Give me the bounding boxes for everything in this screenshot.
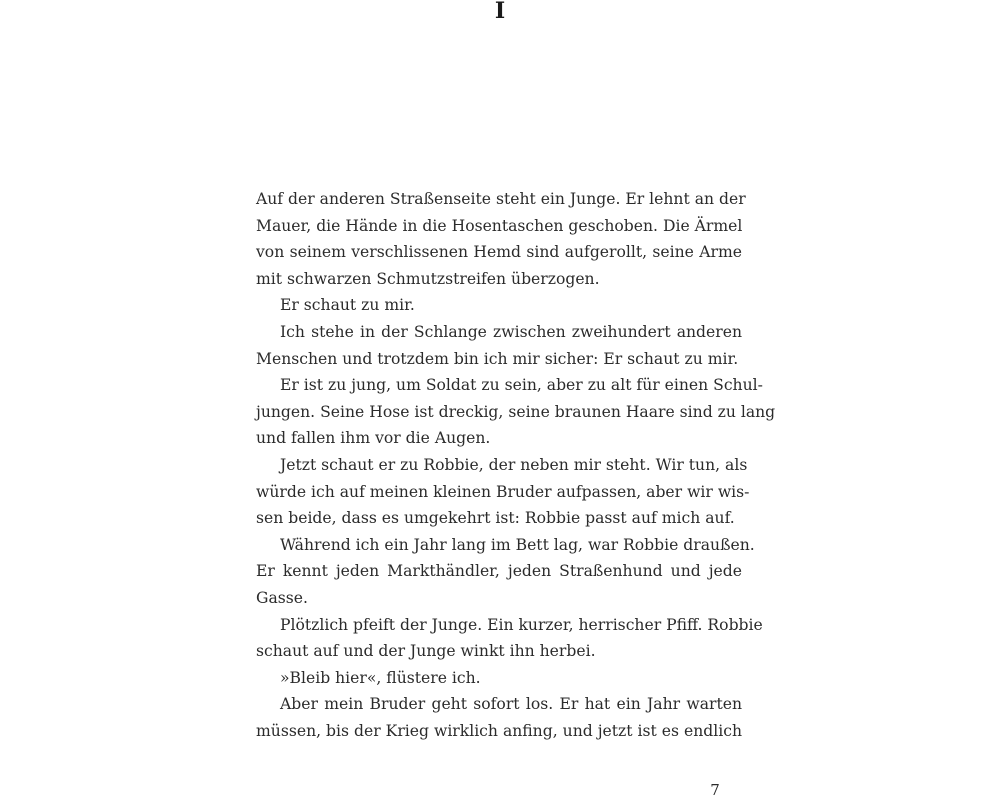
text-line: Auf der anderen Straßenseite steht ein Junge. Er lehnt an der xyxy=(256,190,746,208)
text-line: Jetzt schaut er zu Robbie, der neben mir steht. Wir tun, als xyxy=(280,455,748,474)
text-line: müssen, bis der Krieg wirklich anfing, und jetzt ist es endlich xyxy=(256,721,742,740)
text-line: Er kennt jeden Markthändler, jeden Straßenhund und jede xyxy=(256,562,742,581)
text-line: jungen. Seine Hose ist dreckig, seine braunen Haare sind zu lang xyxy=(256,402,776,421)
text-line: schaut auf und der Junge winkt ihn herbei. xyxy=(256,642,596,661)
chapter-number: I xyxy=(494,0,506,24)
text-line: mit schwarzen Schmutzstreifen überzogen. xyxy=(256,269,600,288)
text-line: Menschen und trotzdem bin ich mir sicher: Er schaut zu mir. xyxy=(256,349,739,368)
text-line: Während ich ein Jahr lang im Bett lag, war Robbie draußen. xyxy=(280,535,755,554)
text-line: Mauer, die Hände in die Hosentaschen geschoben. Die Ärmel xyxy=(256,216,743,235)
text-line: Er ist zu jung, um Soldat zu sein, aber zu alt für einen Schul- xyxy=(280,376,763,395)
body-text xyxy=(256,186,776,744)
text-line: sen beide, dass es umgekehrt ist: Robbie passt auf mich auf. xyxy=(256,509,735,528)
page-number: 7 xyxy=(710,781,720,799)
text-line: Aber mein Bruder geht sofort los. Er hat ein Jahr warten xyxy=(280,695,742,714)
text-line: würde ich auf meinen kleinen Bruder aufpassen, aber wir wis- xyxy=(256,482,750,501)
text-line: und fallen ihm vor die Augen. xyxy=(256,429,491,448)
text-line: Gasse. xyxy=(256,588,308,607)
text-line: Ich stehe in der Schlange zwischen zweihundert anderen xyxy=(280,322,742,341)
text-line: von seinem verschlissenen Hemd sind aufgerollt, seine Arme xyxy=(256,243,742,262)
text-line: »Bleib hier«, flüstere ich. xyxy=(280,668,481,687)
text-line: Er schaut zu mir. xyxy=(280,296,415,315)
text-line: Plötzlich pfeift der Junge. Ein kurzer, herrischer Pfiff. Robbie xyxy=(280,615,763,634)
